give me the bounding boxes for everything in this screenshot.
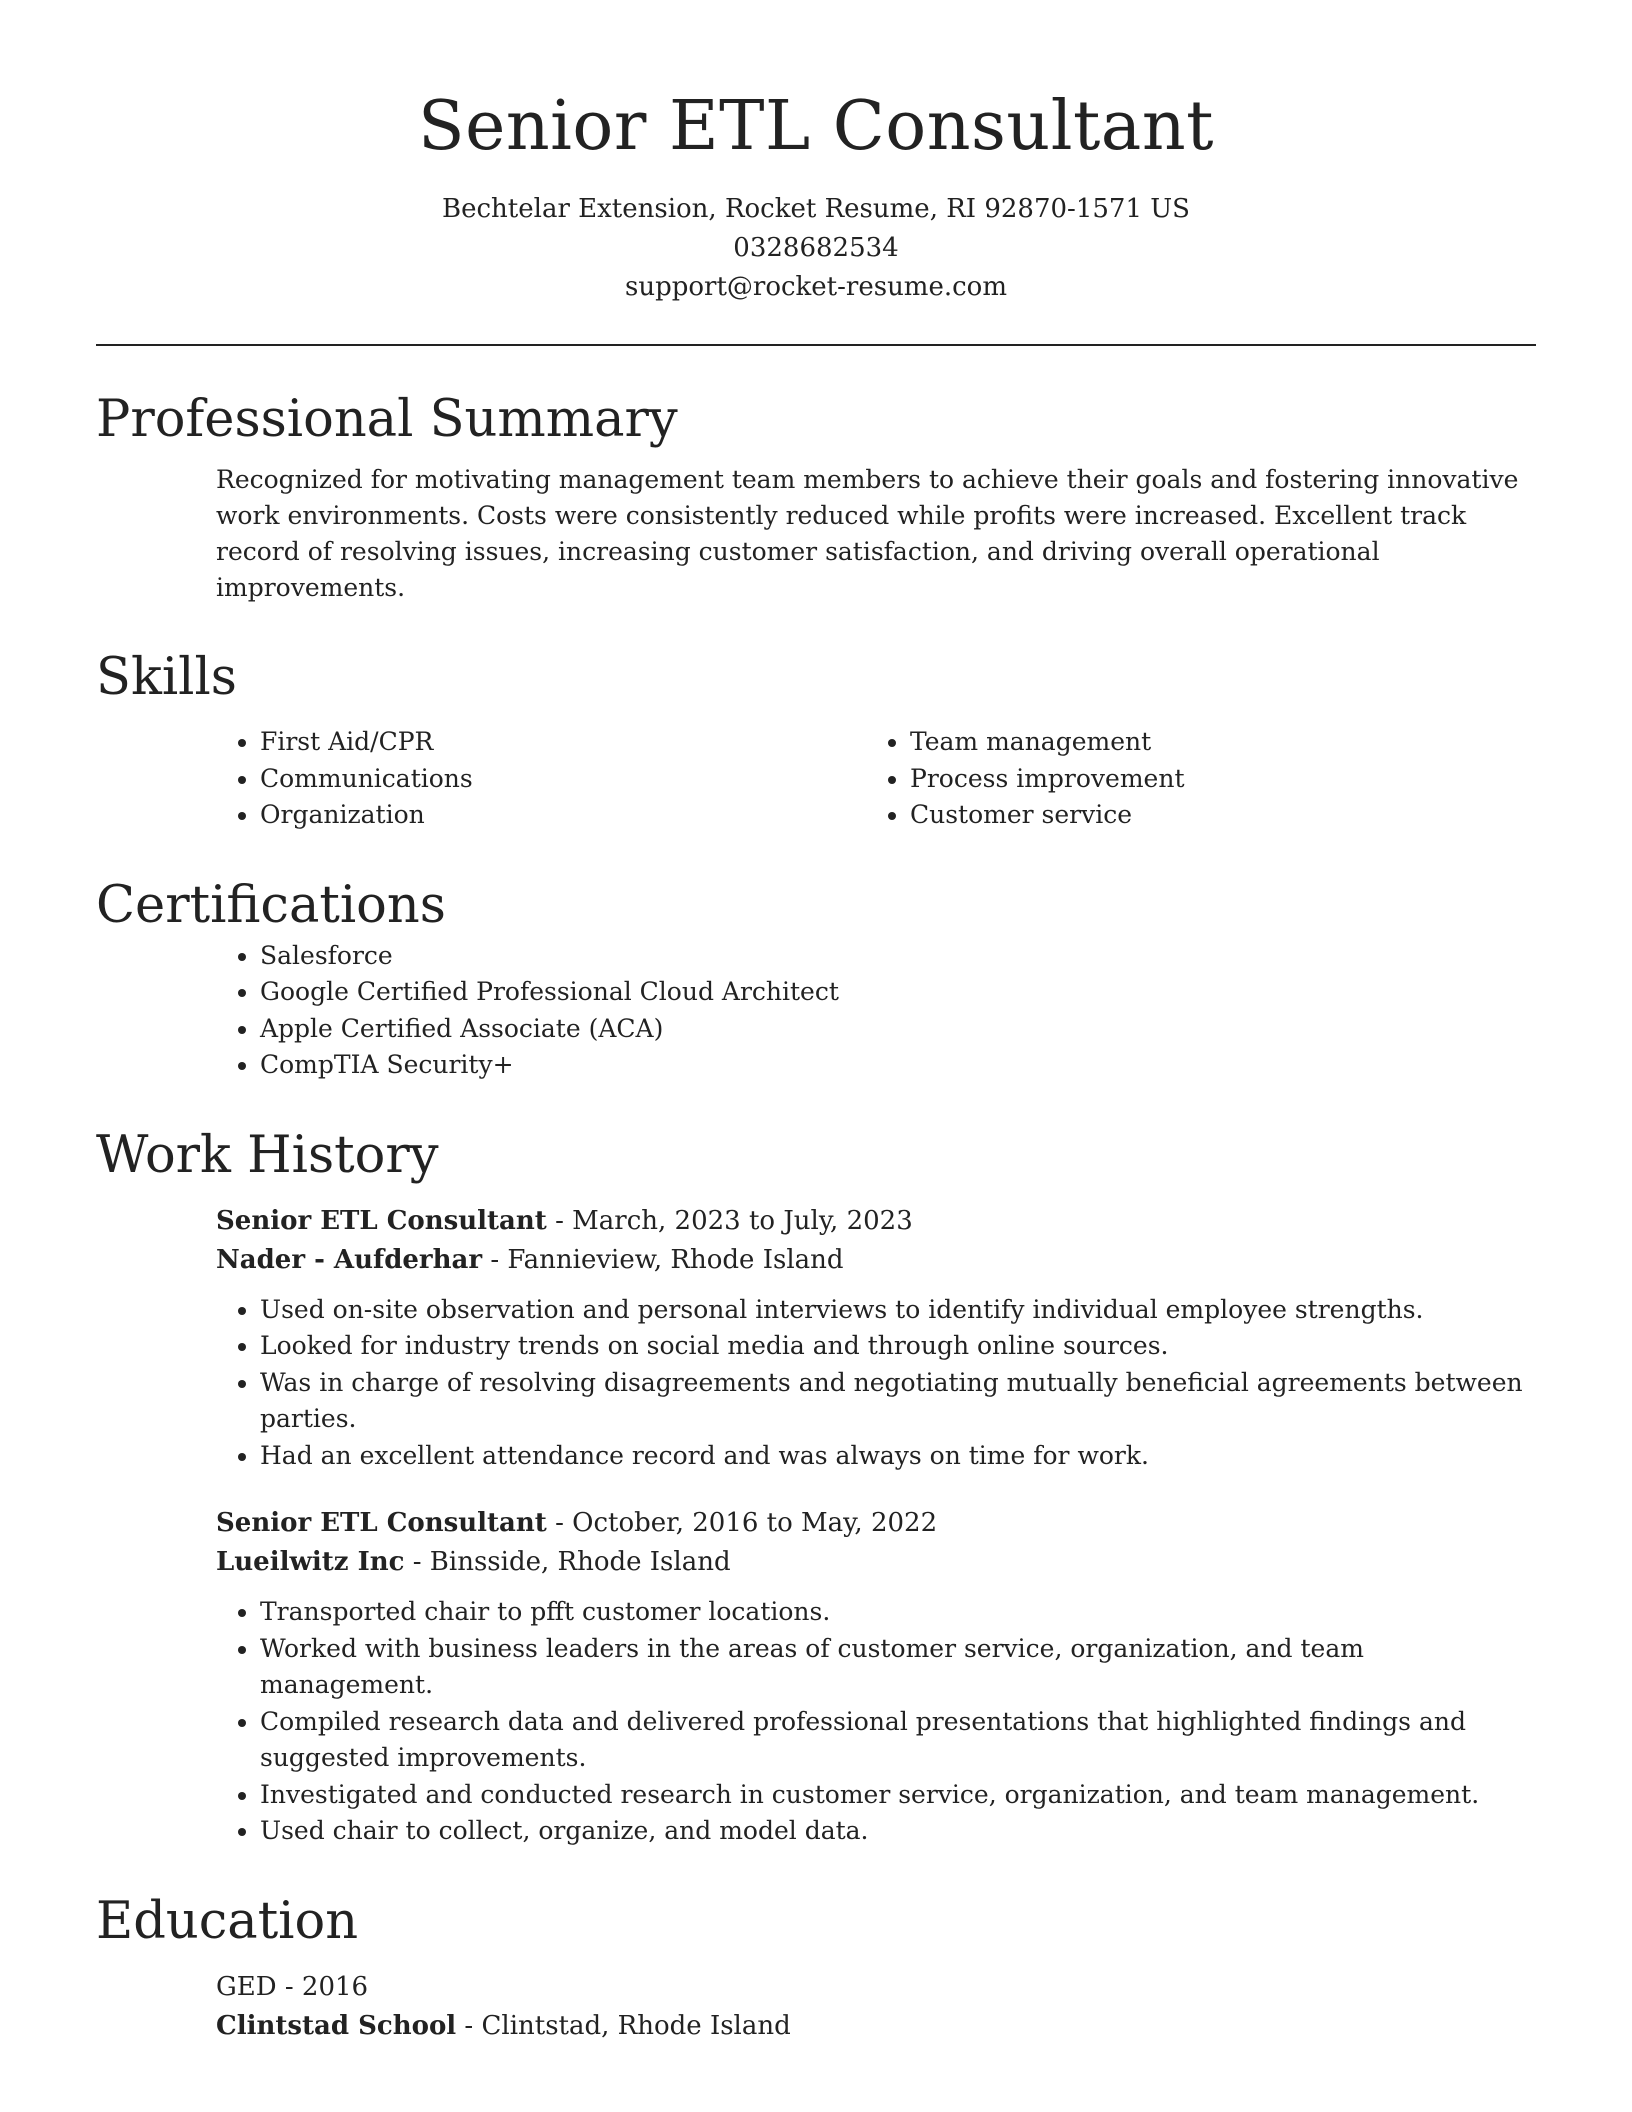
skill-item: • Customer service [910, 797, 1185, 834]
candidate-name: Senior ETL Consultant [418, 87, 1214, 166]
job-role: Senior ETL Consultant [216, 1205, 547, 1236]
phone: 0328682534 [733, 233, 899, 263]
education-heading: Education [96, 1891, 359, 1951]
degree-line [96, 1968, 1536, 2007]
duty-item: • Used chair to collect, organize, and model data. [260, 1813, 1536, 1850]
graduation-year: - 2016 [276, 1971, 369, 2002]
header-divider [96, 344, 1536, 346]
job-title-line [96, 1202, 1536, 1241]
skills-list [96, 724, 1536, 834]
duty-item: • Used on-site observation and personal interviews to identify individual employee strengths. [260, 1292, 1536, 1329]
work-history-section [96, 1124, 1536, 1850]
duty-item: • Had an excellent attendance record and was always on time for work. [260, 1438, 1536, 1475]
education-section [96, 1890, 1536, 2046]
certification-item: • Google Certified Professional Cloud Architect [260, 974, 1536, 1011]
job-company-line [96, 1241, 1536, 1280]
certifications-section [96, 874, 1536, 1084]
job-dates: - March, 2023 to July, 2023 [546, 1205, 913, 1236]
skill-item: • Team management [910, 724, 1185, 761]
certification-item: • Apple Certified Associate (ACA) [260, 1011, 1536, 1048]
job-company: Nader - Aufderhar [216, 1244, 483, 1275]
summary-section [96, 388, 1536, 606]
job-company-line [96, 1543, 1536, 1582]
duty-item: • Looked for industry trends on social media and through online sources. [260, 1328, 1536, 1365]
job-location: - Fannieview, Rhode Island [482, 1244, 844, 1275]
skill-item: • Communications [260, 761, 910, 798]
job-entry [96, 1202, 1536, 1475]
work-history-heading: Work History [96, 1125, 439, 1185]
skill-item: • Process improvement [910, 761, 1185, 798]
school-line [96, 2007, 1536, 2046]
certifications-list [96, 938, 1536, 1084]
skills-section [96, 646, 1536, 834]
duty-item: • Compiled research data and delivered professional presentations that highlighted findings and suggested improvements. [260, 1704, 1536, 1777]
certification-item: • Salesforce [260, 938, 1536, 975]
job-duties [96, 1594, 1536, 1850]
degree: GED [216, 1971, 277, 2002]
summary-heading: Professional Summary [96, 390, 678, 449]
job-location: - Binsside, Rhode Island [404, 1547, 731, 1577]
resume-header [96, 0, 1536, 307]
email: support@rocket-resume.com [624, 272, 1007, 302]
skill-item: • First Aid/CPR [260, 724, 910, 761]
job-role: Senior ETL Consultant [216, 1508, 547, 1538]
skills-column-2 [910, 724, 1185, 834]
job-company: Lueilwitz Inc [216, 1547, 405, 1577]
job-duties [96, 1292, 1536, 1475]
certifications-heading: Certifications [96, 875, 446, 935]
job-dates: - October, 2016 to May, 2022 [546, 1508, 938, 1538]
duty-item: • Transported chair to pfft customer locations. [260, 1594, 1536, 1631]
duty-item: • Investigated and conducted research in customer service, organization, and team management. [260, 1777, 1536, 1814]
address: Bechtelar Extension, Rocket Resume, RI 92870-1571 US [442, 194, 1190, 224]
school-location: - Clintstad, Rhode Island [456, 2010, 791, 2041]
skills-heading: Skills [96, 648, 237, 707]
duty-item: • Worked with business leaders in the areas of customer service, organization, and team management. [260, 1631, 1536, 1704]
job-title-line [96, 1504, 1536, 1543]
contact-info [96, 190, 1536, 307]
school-name: Clintstad School [216, 2010, 457, 2041]
skills-column-1 [96, 724, 910, 834]
certification-item: • CompTIA Security+ [260, 1047, 1536, 1084]
duty-item: • Was in charge of resolving disagreements and negotiating mutually beneficial agreements between parties. [260, 1365, 1536, 1438]
summary-text: Recognized for motivating management team members to achieve their goals and fostering innovative work environments. Costs were consistently reduced while profits were increased. Excellent track record of resolving issues, increasing customer satisfaction, and driving overall operational improvements. [216, 465, 1519, 602]
skill-item: • Organization [260, 797, 910, 834]
job-entry [96, 1504, 1536, 1850]
education-entry [96, 1968, 1536, 2046]
